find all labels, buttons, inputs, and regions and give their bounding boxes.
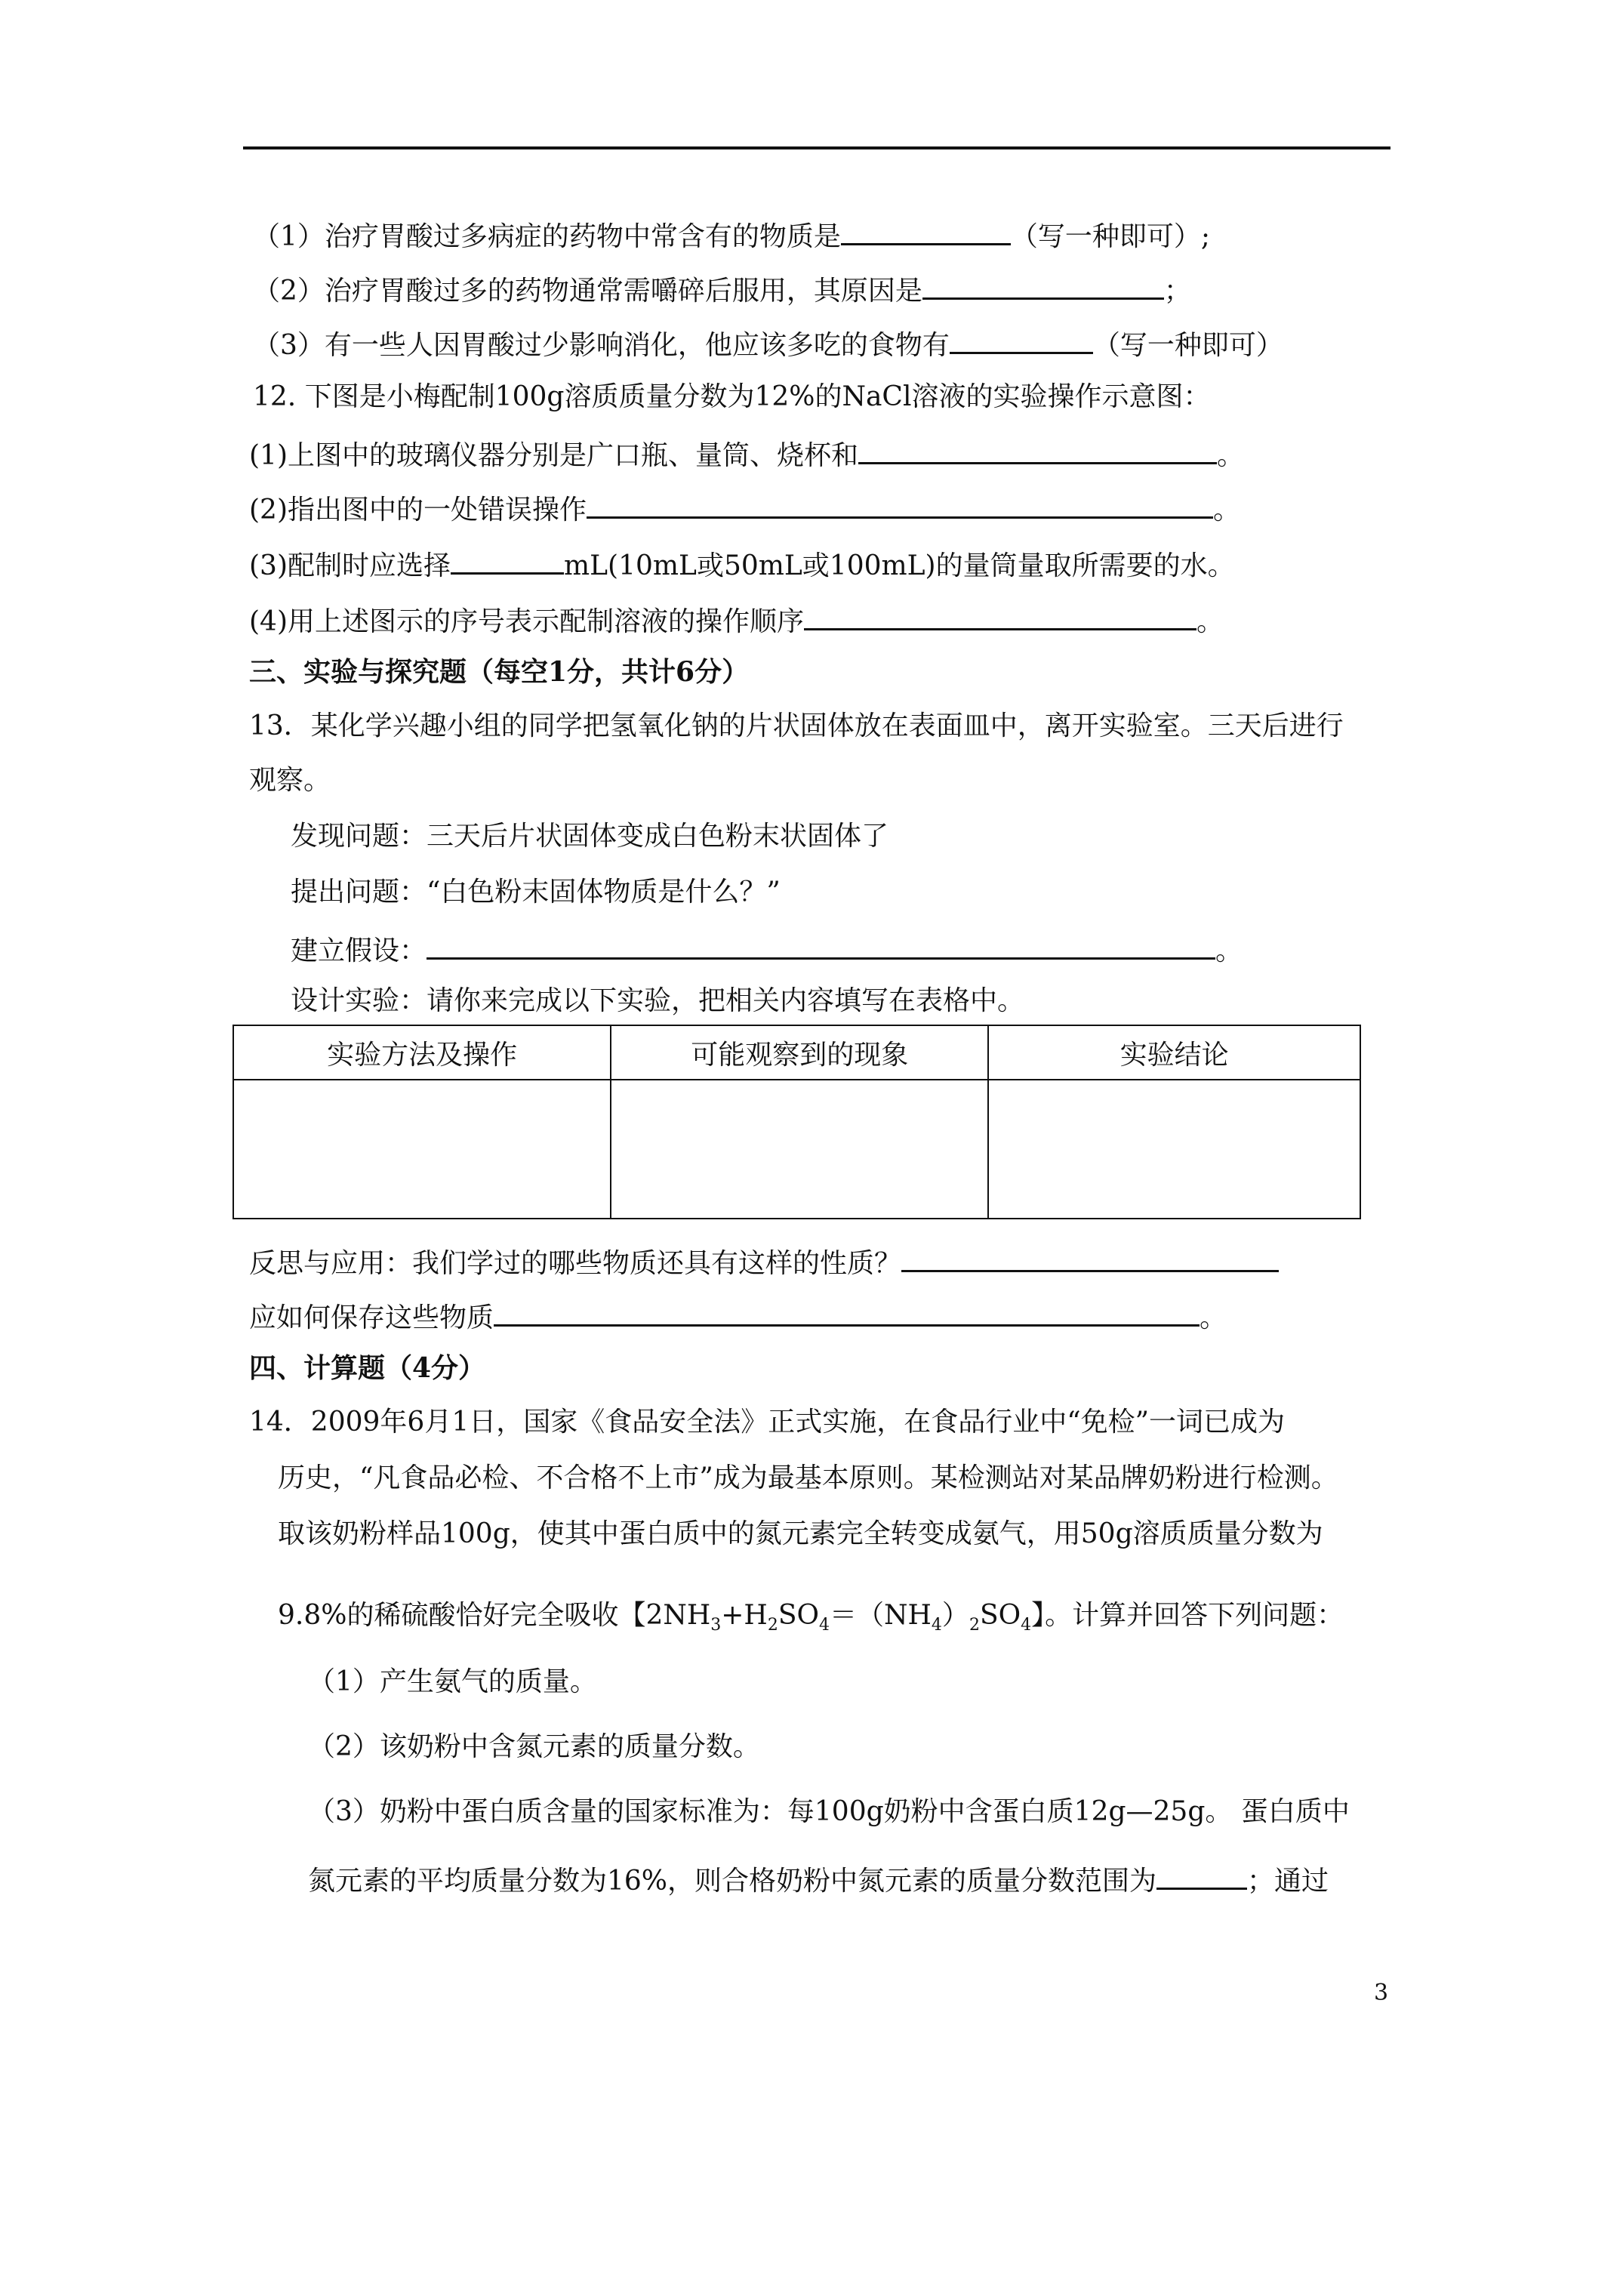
q14-line1: 14．2009年6月1日，国家《食品安全法》正式实施，在食品行业中“免检”一词已成为 [249,1407,1286,1438]
q11-part3: （3）有一些人因胃酸过少影响消化，他应该多吃的食物有 （写一种即可） [253,325,1283,362]
table-header: 实验方法及操作 [233,1025,611,1080]
answer-blank[interactable] [451,545,564,575]
table-header: 实验结论 [988,1025,1360,1080]
answer-blank[interactable] [858,435,1217,464]
header-rule [243,146,1390,149]
q13-hypothesis: 建立假设： 。 [291,930,1243,968]
q13-discover: 发现问题：三天后片状固体变成白色粉末状固体了 [291,821,889,852]
table-header-row [233,1025,1360,1080]
q12-part2: (2)指出图中的一处错误操作 。 [249,489,1240,527]
q13-stem-line2: 观察。 [249,765,331,796]
q11-part1: （1）治疗胃酸过多病症的药物中常含有的物质是 （写一种即可）; [253,216,1210,254]
q13-design: 设计实验：请你来完成以下实验，把相关内容填写在表格中。 [291,985,1025,1016]
answer-blank[interactable] [950,325,1093,354]
table-cell-method[interactable] [233,1080,611,1219]
table-header: 可能观察到的现象 [611,1025,988,1080]
q13-store: 应如何保存这些物质 。 [249,1297,1227,1335]
q13-reflect: 反思与应用：我们学过的哪些物质还具有这样的性质？ [249,1243,1279,1281]
answer-blank[interactable] [804,601,1196,630]
section-title: 四、计算题（4分） [249,1352,486,1384]
q13-question: 提出问题：“白色粉末固体物质是什么？” [291,877,781,908]
table-cell-observation[interactable] [611,1080,988,1219]
q14-line2: 历史，“凡食品必检、不合格不上市”成为最基本原则。某检测站对某品牌奶粉进行检测。 [278,1462,1338,1493]
q14-sub2: （2）该奶粉中含氮元素的质量分数。 [308,1731,760,1762]
answer-blank[interactable] [901,1243,1279,1272]
q14-sub1: （1）产生氨气的质量。 [308,1666,597,1697]
q14-line4: 9.8%的稀硫酸恰好完全吸收【$2NH_3+H_2SO_4=(NH_4)_2SO_4$】。计算并回答下列问题： [278,1600,1344,1635]
answer-blank[interactable] [922,270,1164,300]
table-cell-conclusion[interactable] [988,1080,1360,1219]
answer-blank[interactable] [427,930,1215,960]
q12-part1: (1)上图中的玻璃仪器分别是广口瓶、量筒、烧杯和 。 [249,435,1244,473]
q12-part4: (4)用上述图示的序号表示配制溶液的操作顺序 。 [249,601,1224,639]
answer-blank[interactable] [1156,1860,1247,1890]
q14-line3: 取该奶粉样品100g，使其中蛋白质中的氮元素完全转变成氨气，用50g溶质质量分数为 [278,1518,1323,1549]
section-title: 三、实验与探究题（每空1分，共计6分） [249,656,750,688]
experiment-table [233,1025,1361,1219]
q12-part3: (3)配制时应选择 mL(10mL或50mL或100mL)的量筒量取所需要的水。 [249,545,1235,583]
q14-sub3-line2: 氮元素的平均质量分数为16%，则合格奶粉中氮元素的质量分数范围为 ；通过 [308,1860,1329,1898]
table-row [233,1080,1360,1219]
q14-sub3-line1: （3）奶粉中蛋白质含量的国家标准为：每100g奶粉中含蛋白质12g—25g。 蛋白质中 [308,1796,1350,1827]
answer-blank[interactable] [841,216,1011,245]
q11-part2: （2）治疗胃酸过多的药物通常需嚼碎后服用，其原因是 ； [253,270,1191,308]
answer-blank[interactable] [587,489,1213,519]
q13-stem-line1: 13．某化学兴趣小组的同学把氢氧化钠的片状固体放在表面皿中，离开实验室。三天后进行 [249,710,1344,741]
answer-blank[interactable] [494,1297,1200,1327]
q12-stem: 12. 下图是小梅配制100g溶质质量分数为12%的NaCl溶液的实验操作示意图： [253,381,1211,412]
page-number: 3 [1374,1980,1389,2006]
